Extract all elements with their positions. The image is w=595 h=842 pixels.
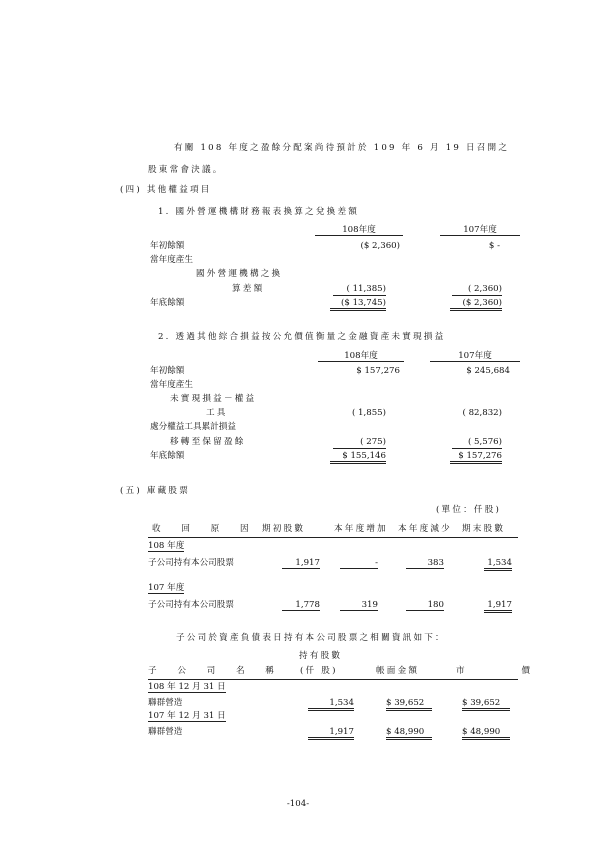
sub-intro: 子公司於資產負債表日持有本公司股票之相關資訊如下： xyxy=(176,633,446,643)
item-1-row-2018: ( 2,360) xyxy=(467,284,502,294)
item-2-col-2019: 108年度 xyxy=(318,352,404,362)
sub-shares-cell: 1,534 xyxy=(308,699,354,711)
item-2-row-label: 處分權益工具累計損益 xyxy=(150,422,236,432)
intro-line-1: 有關 108 年度之盈餘分配案尚待預計於 109 年 6 月 19 日召開之 xyxy=(174,143,510,153)
item-1-row-2018: $ - xyxy=(488,241,500,251)
item-2-row-2018: ( 82,832) xyxy=(462,408,502,418)
sub-header-market: 市 價 xyxy=(456,666,530,676)
item-2-row-label: 年底餘額 xyxy=(150,451,185,461)
cell-closing: 1,534 xyxy=(484,559,512,571)
intro-line-2: 股東常會決議。 xyxy=(148,165,224,175)
item-2-row-2018: $ 157,276 xyxy=(450,452,502,464)
sub-name-cell: 聯群營造 xyxy=(148,727,183,737)
item-1-subtotal-rule xyxy=(452,295,502,296)
sub-date-label: 108 年 12 月 31 日 xyxy=(148,682,226,692)
item-2-row-label: 當年度產生 xyxy=(150,380,193,390)
item-2-col-2018: 107年度 xyxy=(430,352,520,362)
item-1-row-label: 算差額 xyxy=(232,284,265,294)
col-header-reason: 收 回 原 因 xyxy=(152,524,251,534)
col-header-decrease: 本年度減少 xyxy=(398,524,452,534)
sub-book-cell: $ 39,652 xyxy=(386,699,432,711)
item-2-row-2018: $ 245,684 xyxy=(466,366,510,376)
sub-header-rule xyxy=(148,679,518,680)
sub-book-cell: $ 48,990 xyxy=(386,728,432,740)
cell-opening: 1,778 xyxy=(282,601,320,611)
item-1-row-2019: ($ 2,360) xyxy=(360,241,400,251)
sub-header-top: 持有股數 xyxy=(299,651,343,661)
cell-increase: 319 xyxy=(340,601,378,611)
item-1-row-label: 年底餘額 xyxy=(150,298,185,308)
sub-market-cell: $ 48,990 xyxy=(462,728,510,740)
year-label: 108 年度 xyxy=(148,541,185,551)
cell-opening: 1,917 xyxy=(282,559,320,569)
section-5-heading: (五) 庫藏股票 xyxy=(120,486,191,496)
sub-header-book: 帳面金額 xyxy=(376,666,420,676)
reason-cell: 子公司持有本公司股票 xyxy=(148,600,234,610)
item-2-row-label: 移轉至保留盈餘 xyxy=(170,437,246,447)
col-header-opening: 期初股數 xyxy=(262,524,306,534)
item-2-row-2019: ( 275) xyxy=(360,437,386,447)
item-2-row-2019: $ 155,146 xyxy=(330,452,386,464)
page-number: -104- xyxy=(286,799,310,809)
item-1-row-label: 當年度產生 xyxy=(150,255,193,265)
cell-decrease: 180 xyxy=(406,601,444,611)
section-4-heading: (四) 其他權益項目 xyxy=(120,185,212,195)
col-header-closing: 期末股數 xyxy=(462,524,506,534)
item-1-row-label: 國外營運機構之換 xyxy=(196,269,283,279)
reason-cell: 子公司持有本公司股票 xyxy=(148,558,234,568)
item-2-row-2019: ( 1,855) xyxy=(351,408,386,418)
item-1-subtotal-rule xyxy=(333,295,386,296)
cell-increase: - xyxy=(340,559,378,569)
sub-header-shares: (仟 股) xyxy=(300,666,338,676)
item-2-title: 2. 透過其他綜合損益按公允價值衡量之金融資產未實現損益 xyxy=(158,332,446,342)
item-1-row-2019: ($ 13,745) xyxy=(330,299,386,311)
sub-header-name: 子 公 司 名 稱 xyxy=(148,666,274,676)
cell-closing: 1,917 xyxy=(484,601,512,613)
item-1-row-label: 年初餘額 xyxy=(150,241,185,251)
header-rule xyxy=(148,537,518,538)
item-2-subtotal-rule xyxy=(452,448,502,449)
unit-label: (單位：仟股) xyxy=(436,505,502,515)
cell-decrease: 383 xyxy=(406,559,444,569)
item-1-col-2018: 107年度 xyxy=(440,226,520,236)
year-label: 107 年度 xyxy=(148,583,185,593)
item-1-row-2018: ($ 2,360) xyxy=(450,299,502,311)
sub-date-label: 107 年 12 月 31 日 xyxy=(148,711,226,721)
col-header-increase: 本年度增加 xyxy=(334,524,388,534)
sub-market-cell: $ 39,652 xyxy=(462,699,510,711)
sub-shares-cell: 1,917 xyxy=(308,728,354,740)
item-2-row-label: 工具 xyxy=(206,408,228,418)
item-1-col-2019: 108年度 xyxy=(315,226,403,236)
item-1-row-2019: ( 11,385) xyxy=(346,284,386,294)
item-1-title: 1. 國外營運機構財務報表換算之兌換差額 xyxy=(158,207,360,217)
sub-name-cell: 聯群營造 xyxy=(148,698,183,708)
item-2-row-2018: ( 5,576) xyxy=(467,437,502,447)
item-2-row-label: 年初餘額 xyxy=(150,366,185,376)
item-2-subtotal-rule xyxy=(333,448,386,449)
item-2-row-label: 未實現損益－權益 xyxy=(170,394,257,404)
item-2-row-2019: $ 157,276 xyxy=(356,366,400,376)
